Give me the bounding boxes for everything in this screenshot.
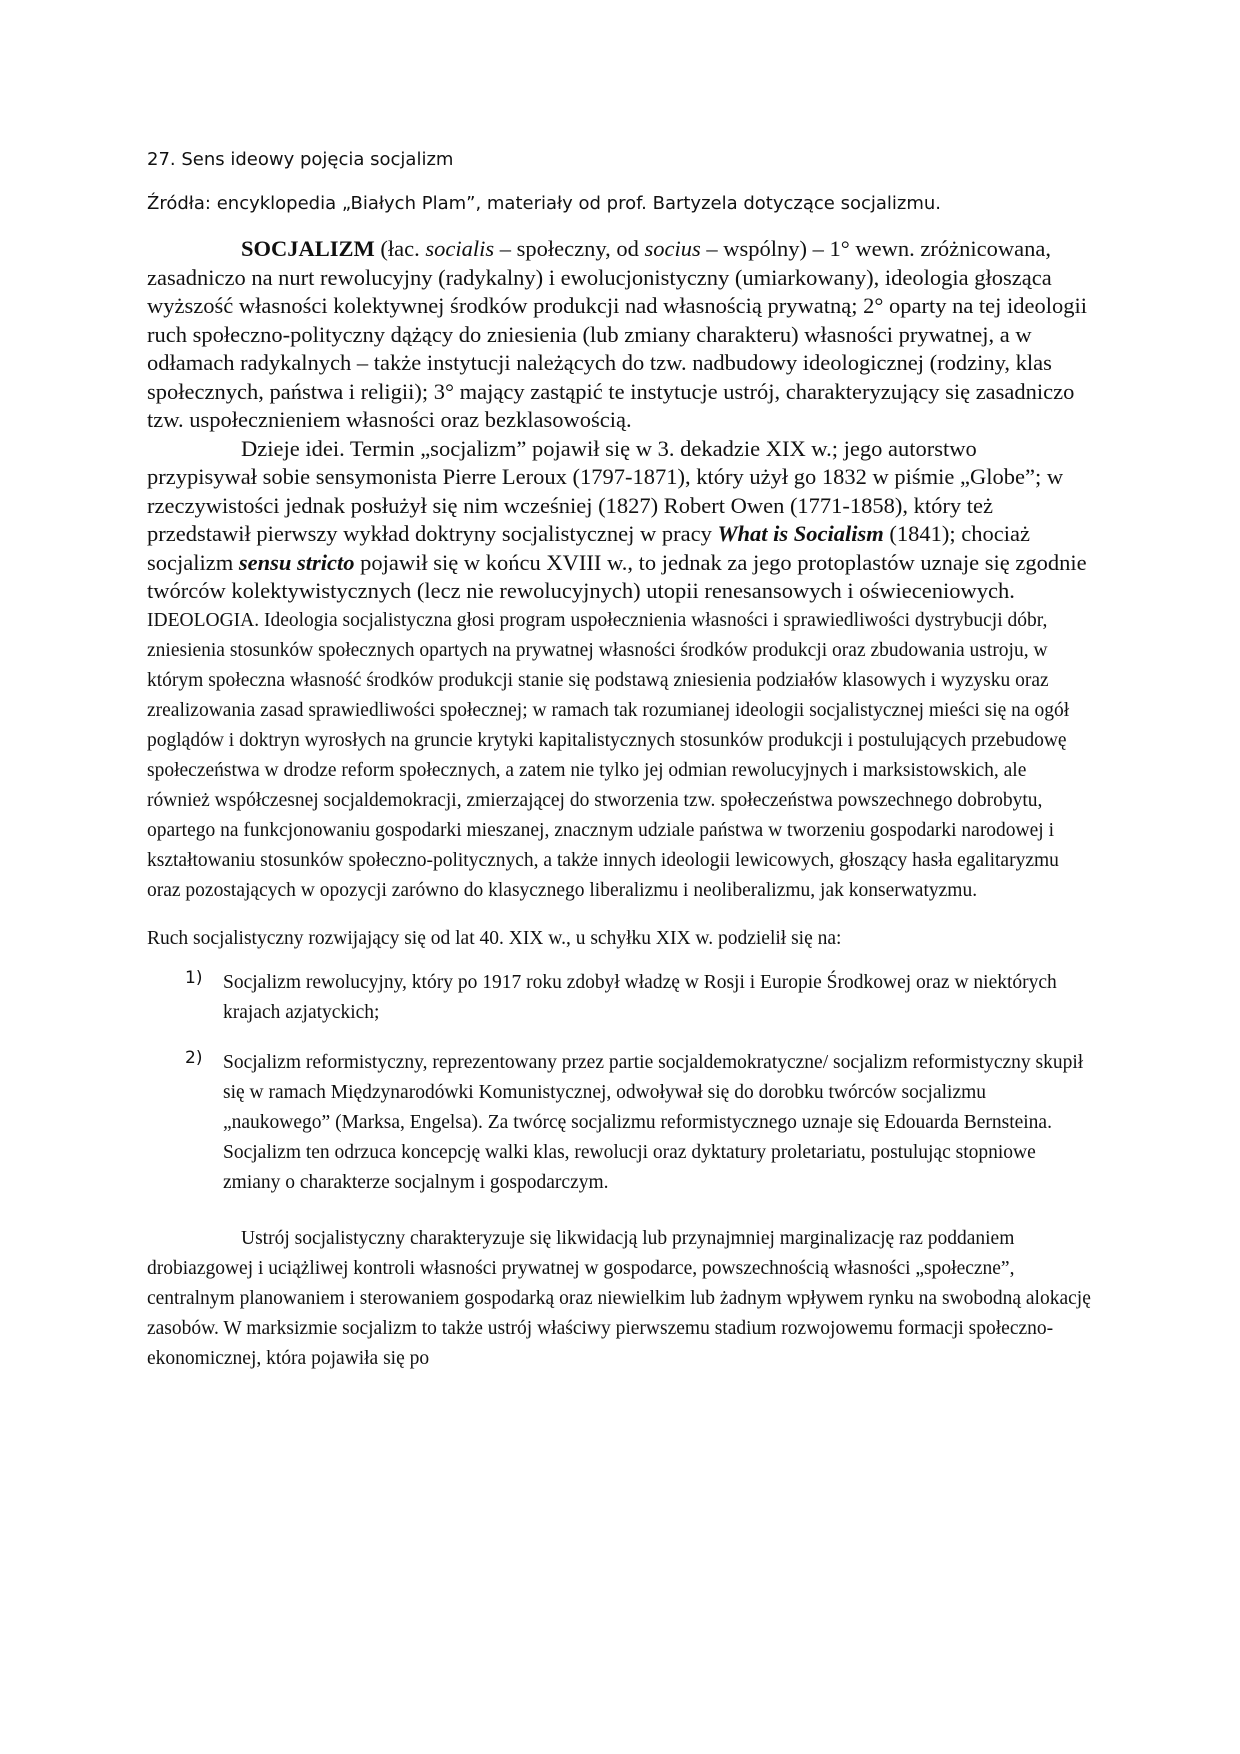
list-item bbox=[147, 1048, 1092, 1198]
movement-list bbox=[147, 968, 1092, 1198]
definition-term: SOCJALIZM bbox=[241, 236, 375, 261]
definition-text-1: (łac. bbox=[374, 236, 426, 261]
list-item-text: Socjalizm rewolucyjny, który po 1917 roku zdobył władzę w Rosji i Europie Środkowej oraz w niektórych krajach azjatyckich; bbox=[223, 971, 1057, 1023]
sources-line: Źródła: encyklopedia „Białych Plam”, materiały od prof. Bartyzela dotyczące socjalizmu. bbox=[147, 193, 942, 214]
history-text-1: Dzieje idei. Termin „socjalizm” pojawił się w 3. dekadzie XIX w.; jego autorstwo przypisywał sobie sensymonista Pierre Leroux (1797-1871), który użył go 1832 w piśmie „Globe”; w rzeczywistości jednak posłużył się nim wcześniej (1827) Robert Owen (1771-1858), który też przedstawił pierwszy wykład doktryny socjalistycznej w pracy bbox=[147, 435, 1064, 546]
definition-text-2: – społeczny, od bbox=[494, 236, 645, 261]
latin-socialis: socialis bbox=[425, 236, 495, 261]
history-text-3: pojawił się w końcu XVIII w., to jednak za jego protoplastów uznaje się zgodnie twórców kolektywistycznych (lecz nie rewolucyjnych) utopii renesansowych i oświeceniowych. bbox=[147, 549, 1087, 603]
latin-socius: socius bbox=[644, 236, 701, 261]
definition-paragraph bbox=[147, 235, 1092, 435]
movement-intro: Ruch socjalistyczny rozwijający się od lat 40. XIX w., u schyłku XIX w. podzielił się na: bbox=[147, 927, 842, 949]
work-title: What is Socialism bbox=[717, 521, 884, 546]
list-item-text: Socjalizm reformistyczny, reprezentowany przez partie socjaldemokratyczne/ socjalizm reformistyczny skupił się w ramach Międzynarodówki Komunistycznej, odwoływał się do dorobku twórców socjalizmu „naukowego” (Marksa, Engelsa). Za twórcę socjalizmu reformistycznego uznaje się Edouarda Bernsteina. Socjalizm ten odrzuca koncepcję walki klas, rewolucji oraz dyktatury proletariatu, postulując stopniowe zmiany o charakterze socjalnym i gospodarczym. bbox=[223, 1051, 1084, 1193]
history-text-2: (1841); chociaż socjalizm bbox=[147, 521, 1030, 575]
list-item bbox=[147, 968, 1092, 1028]
system-paragraph: Ustrój socjalistyczny charakteryzuje się likwidacją lub przynajmniej marginalizację raz poddaniem drobiazgowej i uciążliwej kontroli własności prywatnej w gospodarce, powszechnością własności „społeczne”, centralnym planowaniem i sterowaniem gospodarką oraz niewielkim lub żadnym wpływem rynku na swobodną alokację zasobów. W marksizmie socjalizm to także ustrój właściwy pierwszemu stadium rozwojowemu formacji społeczno-ekonomicznej, która pojawiła się po bbox=[147, 1227, 1091, 1369]
document-page bbox=[147, 148, 1092, 1374]
list-number: 1) bbox=[185, 967, 203, 988]
ideology-paragraph: IDEOLOGIA. Ideologia socjalistyczna głosi program uspołecznienia własności i sprawiedliwości dystrybucji dóbr, zniesienia stosunków społecznych opartych na prywatnej własności środków produkcji oraz zbudowania ustroju, w którym społeczna własność środków produkcji stanie się podstawą zniesienia podziałów klasowych i wyzysku oraz zrealizowania zasad sprawiedliwości społecznej; w ramach tak rozumianej ideologii socjalistycznej mieści się na ogół poglądów i doktryn wyrosłych na gruncie krytyki kapitalistycznych stosunków produkcji i postulujących przebudowę społeczeństwa w drodze reform społecznych, a zatem nie tylko jej odmian rewolucyjnych i marksistowskich, ale również współczesnej socjaldemokracji, zmierzającej do stworzenia tzw. społeczeństwa powszechnego dobrobytu, opartego na funkcjonowaniu gospodarki mieszanej, znacznym udziale państwa w tworzeniu gospodarki narodowej i kształtowaniu stosunków społeczno-politycznych, a także innych ideologii lewicowych, głoszący hasła egalitaryzmu oraz pozostających w opozycji zarówno do klasycznego liberalizmu i neoliberalizmu, jak konserwatyzmu. bbox=[147, 609, 1070, 901]
history-paragraph bbox=[147, 435, 1092, 606]
definition-text-3: – wspólny) – 1° wewn. zróżnicowana, zasadniczo na nurt rewolucyjny (radykalny) i ewolucjonistyczny (umiarkowany), ideologia głosząca wyższość własności kolektywnej środków produkcji nad własnością prywatną; 2° oparty na tej ideologii ruch społeczno-polityczny dążący do zniesienia (lub zmiany charakteru) własności prywatnej, a w odłamach radykalnych – także instytucji należących do tzw. nadbudowy ideologicznej (rodziny, klas społecznych, państwa i religii); 3° mający zastąpić te instytucje ustrój, charakteryzujący się zasadniczo tzw. uspołecznieniem własności oraz bezklasowością. bbox=[147, 236, 1088, 432]
sensu-stricto: sensu stricto bbox=[238, 549, 355, 575]
list-number: 2) bbox=[185, 1047, 203, 1068]
document-title: 27. Sens ideowy pojęcia socjalizm bbox=[147, 149, 454, 170]
